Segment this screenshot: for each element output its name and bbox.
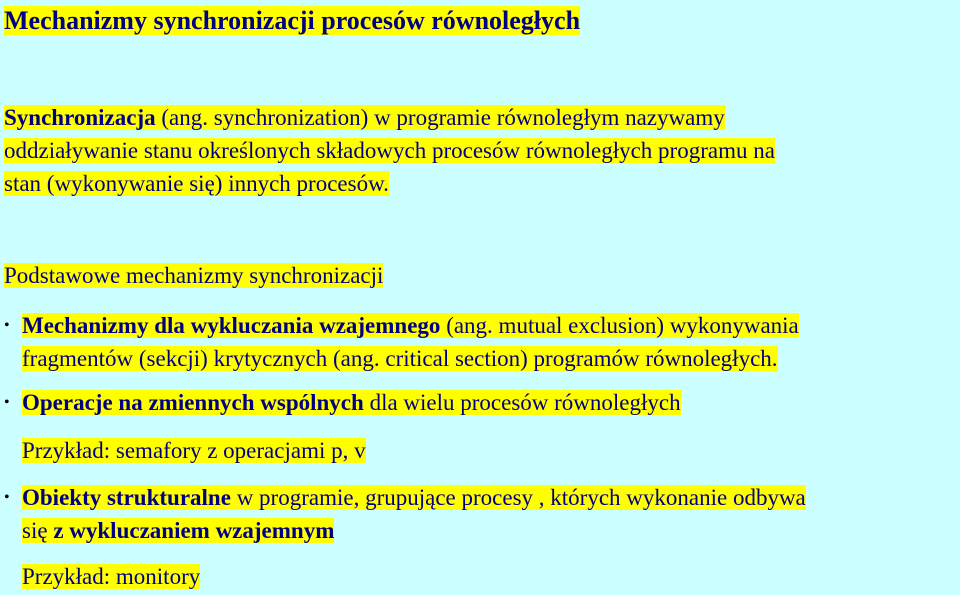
list-item-line-2-bold: z wykluczaniem wzajemnym — [53, 518, 335, 543]
definition-line-2: oddziaływanie stanu określonych składowych procesów równoległych programu na — [4, 138, 775, 163]
list-item-mutual-exclusion — [22, 309, 952, 375]
list-item-line-2-plain: się — [22, 518, 54, 543]
list-item-bold: Obiekty strukturalne — [22, 485, 231, 510]
list-item-line — [22, 485, 806, 510]
list-item-rest: (ang. mutual exclusion) wykonywania — [440, 313, 799, 338]
list-item-rest: w programie, grupujące procesy , których wykonanie odbywa — [230, 485, 806, 510]
section-heading-text: Podstawowe mechanizmy synchronizacji — [4, 263, 384, 288]
list-item-example — [22, 434, 952, 467]
list-item-shared-variables — [22, 386, 952, 419]
definition-term: Synchronizacja — [4, 105, 156, 130]
example-semaphores: Przykład: semafory z operacjami p, v — [22, 438, 366, 463]
bullet-icon: • — [4, 317, 10, 334]
section-heading — [4, 259, 383, 292]
bullet-icon: • — [4, 394, 10, 411]
definition-paragraph — [4, 101, 864, 200]
list-item-line-2 — [22, 518, 334, 543]
definition-line-1-rest: (ang. synchronization) w programie równoległym nazywamy — [155, 105, 725, 130]
list-item-example — [22, 560, 952, 593]
list-item-line — [22, 313, 799, 338]
list-item-bold: Mechanizmy dla wykluczania wzajemnego — [22, 313, 441, 338]
list-item-line-2: fragmentów (sekcji) krytycznych (ang. critical section) programów równoległych. — [22, 346, 778, 371]
definition-line-3: stan (wykonywanie się) innych procesów. — [4, 171, 389, 196]
example-monitors: Przykład: monitory — [22, 564, 201, 589]
list-item-bold: Operacje na zmiennych wspólnych — [22, 390, 364, 415]
list-item-rest: dla wielu procesów równoległych — [363, 390, 681, 415]
list-item-structural-objects — [22, 481, 952, 547]
list-item-line — [22, 390, 681, 415]
page-title-text: Mechanizmy synchronizacji procesów równoległych — [4, 6, 581, 35]
page-title — [4, 4, 580, 38]
bullet-icon: • — [4, 489, 10, 506]
definition-line-1 — [4, 105, 725, 130]
